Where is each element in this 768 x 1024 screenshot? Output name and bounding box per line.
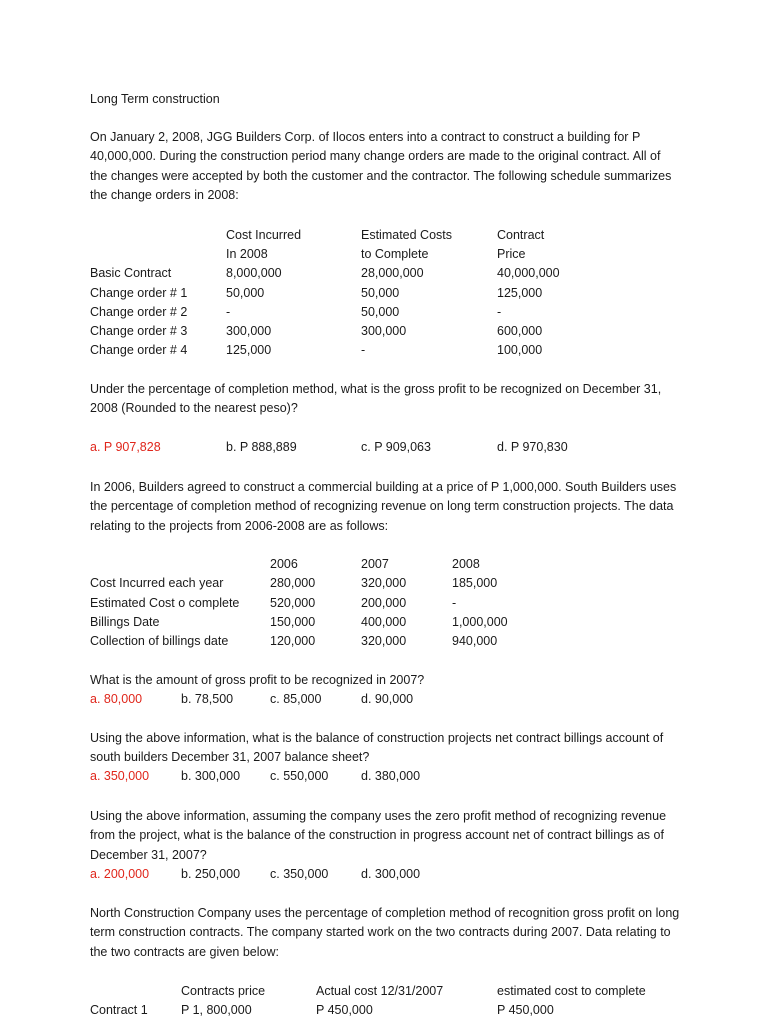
t1-cell: 600,000 <box>497 324 543 338</box>
t2-row-label: Estimated Cost o complete <box>90 596 240 610</box>
choice-a-answer: a. 350,000 <box>90 769 150 783</box>
t1-cell: 125,000 <box>226 343 272 357</box>
choice-d: d. 300,000 <box>361 867 421 881</box>
t2-cell: - <box>452 596 457 610</box>
question-2-text: What is the amount of gross profit to be recognized in 2007? <box>90 673 425 687</box>
choice-d: d. 90,000 <box>361 692 414 706</box>
t1-cell: 50,000 <box>226 286 265 300</box>
page-title: Long Term construction <box>90 92 220 106</box>
t1-cell: 300,000 <box>226 324 272 338</box>
t1-header-estimated-line2: to Complete <box>361 247 429 261</box>
t2-cell: 280,000 <box>270 576 316 590</box>
t3-header: Actual cost 12/31/2007 <box>316 984 444 998</box>
choice-d: d. P 970,830 <box>497 440 568 454</box>
t1-cell: - <box>361 343 366 357</box>
t1-row-label: Change order # 2 <box>90 305 188 319</box>
question-3-text: Using the above information, what is the balance of construction projects net contract billings account of south builders December 31, 2007 balance sheet? <box>90 731 664 765</box>
t1-cell: 8,000,000 <box>226 266 282 280</box>
t2-cell: 200,000 <box>361 596 407 610</box>
t1-cell: 50,000 <box>361 286 400 300</box>
t1-header-price-line1: Contract <box>497 228 545 242</box>
t2-cell: 520,000 <box>270 596 316 610</box>
t1-row-label: Change order # 4 <box>90 343 188 357</box>
t2-cell: 320,000 <box>361 634 407 648</box>
t2-cell: 400,000 <box>361 615 407 629</box>
t1-row-label: Change order # 1 <box>90 286 188 300</box>
t1-cell: 40,000,000 <box>497 266 560 280</box>
t3-header: estimated cost to complete <box>497 984 646 998</box>
t1-row-label: Basic Contract <box>90 266 172 280</box>
choice-a-answer: a. P 907,828 <box>90 440 161 454</box>
t2-year-header: 2007 <box>361 557 389 571</box>
t1-cell: 28,000,000 <box>361 266 424 280</box>
t3-cell: P 450,000 <box>497 1003 554 1017</box>
question-1-text: Under the percentage of completion method, what is the gross profit to be recognized on December 31, 2008 (Rounded to the nearest peso)? <box>90 382 662 416</box>
choice-b: b. 78,500 <box>181 692 234 706</box>
t2-row-label: Billings Date <box>90 615 160 629</box>
t2-cell: 185,000 <box>452 576 498 590</box>
choice-d: d. 380,000 <box>361 769 421 783</box>
choice-c: c. P 909,063 <box>361 440 431 454</box>
t2-row-label: Collection of billings date <box>90 634 229 648</box>
t2-cell: 320,000 <box>361 576 407 590</box>
choice-b: b. 300,000 <box>181 769 241 783</box>
choice-c: c. 550,000 <box>270 769 329 783</box>
t1-cell: - <box>497 305 502 319</box>
choice-b: b. P 888,889 <box>226 440 297 454</box>
question-4-text: Using the above information, assuming the company uses the zero profit method of recognizing revenue from the project, what is the balance of the construction in progress account net of contract billings as of December 31, 2007? <box>90 809 667 862</box>
t1-header-cost-line2: In 2008 <box>226 247 268 261</box>
choice-c: c. 350,000 <box>270 867 329 881</box>
t1-row-label: Change order # 3 <box>90 324 188 338</box>
t1-header-estimated-line1: Estimated Costs <box>361 228 453 242</box>
t3-row-label: Contract 1 <box>90 1003 148 1017</box>
choice-a-answer: a. 80,000 <box>90 692 143 706</box>
t2-row-label: Cost Incurred each year <box>90 576 224 590</box>
t1-cell: 300,000 <box>361 324 407 338</box>
t2-cell: 940,000 <box>452 634 498 648</box>
t1-header-price-line2: Price <box>497 247 526 261</box>
t1-cell: 125,000 <box>497 286 543 300</box>
t2-year-header: 2006 <box>270 557 298 571</box>
t2-cell: 150,000 <box>270 615 316 629</box>
t3-cell: P 450,000 <box>316 1003 373 1017</box>
t1-cell: - <box>226 305 231 319</box>
t1-cell: 50,000 <box>361 305 400 319</box>
choice-b: b. 250,000 <box>181 867 241 881</box>
problem-3-paragraph: North Construction Company uses the percentage of completion method of recognition gross profit on long term construction contracts. The company started work on the two contracts during 2007. Data relating to the two contracts are given below: <box>90 906 680 959</box>
problem-1-paragraph: On January 2, 2008, JGG Builders Corp. of Ilocos enters into a contract to construct a building for P 40,000,000. During the construction period many change orders are made to the original contract. All of the changes were accepted by both the customer and the contractor. The following schedule summarizes the change orders in 2008: <box>90 130 672 202</box>
t3-cell: P 1, 800,000 <box>181 1003 252 1017</box>
t2-cell: 120,000 <box>270 634 316 648</box>
problem-2-paragraph: In 2006, Builders agreed to construct a commercial building at a price of P 1,000,000. South Builders uses the percentage of completion method of recognizing revenue on long term construction projects. The data relating to the projects from 2006-2008 are as follows: <box>90 480 677 533</box>
t2-cell: 1,000,000 <box>452 615 508 629</box>
t3-header: Contracts price <box>181 984 266 998</box>
choice-a-answer: a. 200,000 <box>90 867 150 881</box>
choice-c: c. 85,000 <box>270 692 322 706</box>
t1-cell: 100,000 <box>497 343 543 357</box>
t1-header-cost-line1: Cost Incurred <box>226 228 302 242</box>
t2-year-header: 2008 <box>452 557 480 571</box>
